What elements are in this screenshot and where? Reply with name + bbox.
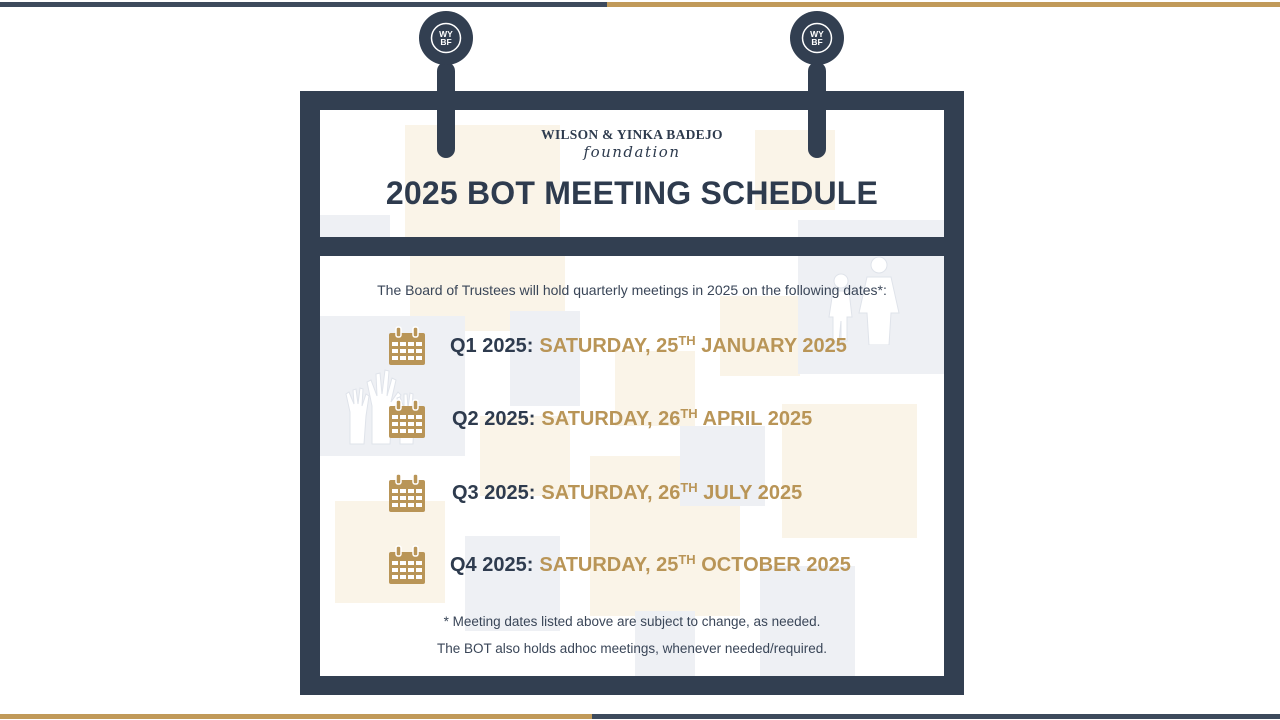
meeting-label: Q3 2025: — [452, 481, 536, 504]
meeting-date: SATURDAY, 26TH APRIL 2025 — [541, 405, 813, 430]
page-title: 2025 BOT MEETING SCHEDULE — [385, 175, 879, 211]
left-logo-ring — [419, 11, 473, 65]
meeting-date: SATURDAY, 26TH JULY 2025 — [541, 479, 803, 504]
svg-text:WYBF: WY BF — [810, 29, 824, 47]
bottom-stripe-navy — [592, 714, 1280, 719]
meeting-row-q2 — [386, 397, 812, 441]
top-stripe-gold — [607, 2, 1280, 7]
footnote-change: * Meeting dates listed above are subject to change, as needed. — [443, 614, 821, 629]
svg-text:WYBF: WY BF — [439, 29, 453, 47]
meeting-row-q4 — [386, 543, 851, 587]
bottom-stripe-gold — [0, 714, 592, 719]
calendar-icon — [386, 398, 428, 440]
meeting-label: Q4 2025: — [450, 553, 534, 576]
calendar-icon — [386, 325, 428, 367]
meeting-row-q3 — [386, 471, 802, 515]
calendar-icon — [386, 544, 428, 586]
meeting-row-q1 — [386, 324, 847, 368]
calendar-icon — [386, 472, 428, 514]
top-stripe-navy — [0, 2, 607, 7]
meeting-label: Q2 2025: — [452, 407, 536, 430]
right-logo-ring — [790, 11, 844, 65]
wybf-logo-icon — [430, 22, 462, 54]
meeting-date: SATURDAY, 25TH JANUARY 2025 — [539, 332, 847, 357]
intro-text: The Board of Trustees will hold quarterly meetings in 2025 on the following dates*: — [377, 282, 887, 298]
foundation-logo — [320, 127, 944, 161]
foundation-name: WILSON & YINKA BADEJO — [541, 127, 723, 142]
foundation-subtitle: foundation — [583, 143, 681, 161]
meeting-label: Q1 2025: — [450, 334, 534, 357]
wybf-logo-icon — [801, 22, 833, 54]
meeting-date: SATURDAY, 25TH OCTOBER 2025 — [539, 551, 851, 576]
footnote-adhoc: The BOT also holds adhoc meetings, whenever needed/required. — [437, 641, 827, 656]
